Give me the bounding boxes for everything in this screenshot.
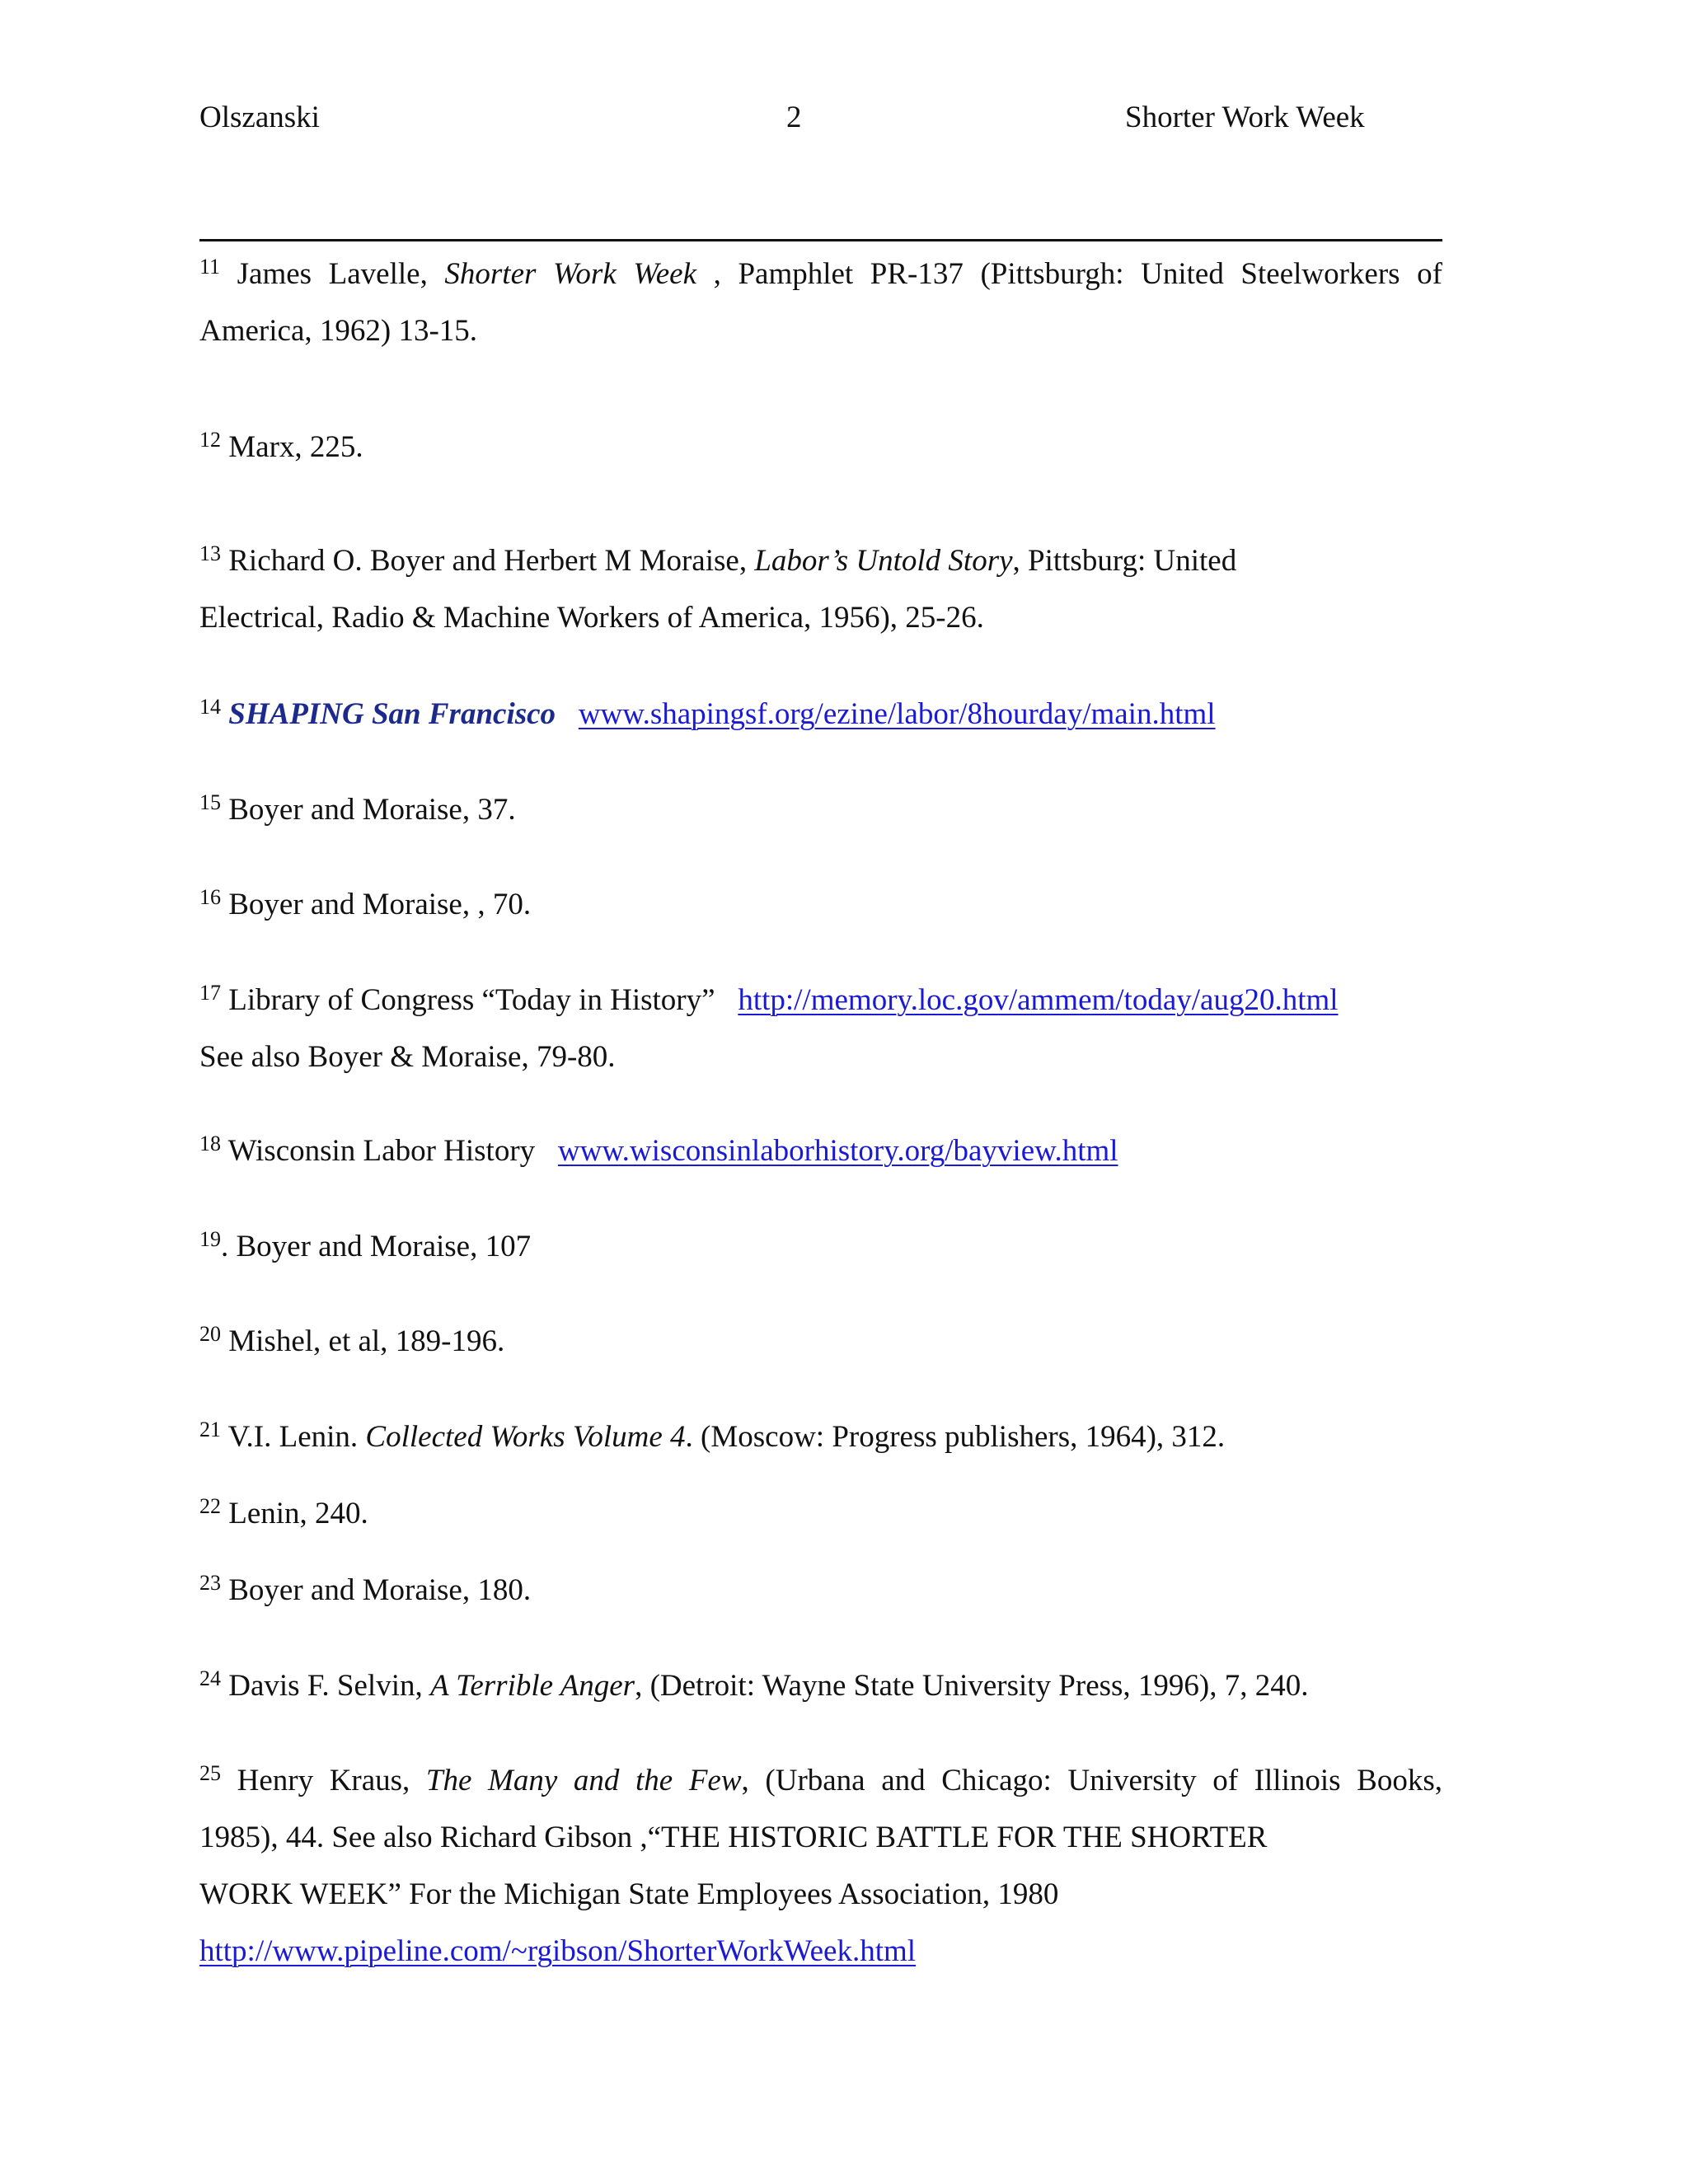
footnote-italic-title: Collected Works Volume 4 <box>365 1420 686 1454</box>
footnote-11 <box>199 246 1442 359</box>
footnote-link[interactable]: www.wisconsinlaborhistory.org/bayview.html <box>557 1134 1118 1168</box>
footnote-24 <box>199 1657 1442 1714</box>
footnote-text: Boyer and Moraise, , 70. <box>221 888 532 921</box>
footnote-number: 12 <box>199 428 221 452</box>
footnote-15 <box>199 781 1442 838</box>
footnote-text: Richard O. Boyer and Herbert M Moraise, <box>221 544 755 578</box>
footnote-text: James Lavelle, <box>220 257 445 291</box>
footnote-number: 19 <box>199 1227 221 1251</box>
footnote-separator-rule <box>199 239 1442 241</box>
footnote-number: 24 <box>199 1666 221 1690</box>
footnote-number: 15 <box>199 790 221 814</box>
footnote-text: Wisconsin Labor History <box>221 1134 543 1168</box>
footnote-25 <box>199 1752 1442 1980</box>
footnote-12 <box>199 419 1442 476</box>
footnote-13 <box>199 532 1442 646</box>
footnote-text: , (Urbana and Chicago: University of Illinois Books, <box>741 1764 1442 1797</box>
footnote-number: 17 <box>199 981 221 1005</box>
footnote-text: Library of Congress “Today in History” <box>221 983 723 1017</box>
footnote-11-line-1 <box>199 246 1442 302</box>
footnote-25-line-3: WORK WEEK” For the Michigan State Employees Association, 1980 <box>199 1877 1059 1911</box>
footnote-number: 21 <box>199 1418 221 1441</box>
footnote-16 <box>199 876 1442 933</box>
footnote-number: 20 <box>199 1322 221 1346</box>
footnote-link[interactable]: http://www.pipeline.com/~rgibson/ShorterWorkWeek.html <box>199 1934 917 1968</box>
footnote-text: Mishel, et al, 189-196. <box>221 1324 505 1358</box>
footnote-link[interactable]: http://memory.loc.gov/ammem/today/aug20.html <box>738 983 1339 1017</box>
footnote-number: 23 <box>199 1571 221 1595</box>
footnote-number: 11 <box>199 255 221 279</box>
footnote-text: Lenin, 240. <box>221 1497 368 1530</box>
footnote-11-line-2: America, 1962) 13-15. <box>199 314 478 348</box>
footnote-text: . Boyer and Moraise, 107 <box>221 1230 532 1263</box>
footnote-text: Davis F. Selvin, <box>221 1669 430 1703</box>
footnote-14 <box>199 686 1442 743</box>
footnote-italic-title: Labor’s Untold Story <box>754 544 1013 578</box>
footnote-22 <box>199 1485 1442 1542</box>
footnote-17 <box>199 972 1442 1085</box>
footnote-link[interactable]: www.shapingsf.org/ezine/labor/8hourday/main.html <box>578 697 1216 731</box>
footnote-number: 16 <box>199 885 221 909</box>
footnote-text: Henry Kraus, <box>221 1764 426 1797</box>
footnote-text: Marx, 225. <box>221 430 363 464</box>
header-page-number: 2 <box>786 101 802 134</box>
footnote-italic-title: A Terrible Anger <box>430 1669 635 1703</box>
footnote-text: , Pamphlet PR-137 (Pittsburgh: United Steelworkers of <box>696 257 1442 291</box>
footnote-23 <box>199 1562 1442 1619</box>
footnote-text: , Pittsburg: United <box>1012 544 1237 578</box>
header-running-title: Shorter Work Week <box>1125 101 1365 134</box>
footnote-number: 14 <box>199 695 221 719</box>
footnote-brand-title: SHAPING San Francisco <box>228 697 556 731</box>
footnote-number: 18 <box>199 1132 221 1155</box>
footnote-21 <box>199 1408 1442 1465</box>
footnote-text: Boyer and Moraise, 37. <box>221 793 516 827</box>
footnote-25-line-1 <box>199 1752 1442 1809</box>
footnote-19 <box>199 1218 1442 1275</box>
footnote-italic-title: The Many and the Few <box>425 1764 742 1797</box>
header-author: Olszanski <box>199 101 320 134</box>
footnote-25-line-2: 1985), 44. See also Richard Gibson ,“THE HISTORIC BATTLE FOR THE SHORTER <box>199 1821 1268 1854</box>
footnote-italic-title: Shorter Work Week <box>444 257 697 291</box>
footnote-text: , (Detroit: Wayne State University Press, 1996), 7, 240. <box>635 1669 1309 1703</box>
footnote-17-line-2: See also Boyer & Moraise, 79-80. <box>199 1040 616 1074</box>
footnote-text: Boyer and Moraise, 180. <box>221 1573 532 1607</box>
footnote-text: . (Moscow: Progress publishers, 1964), 312. <box>685 1420 1226 1454</box>
footnote-20 <box>199 1313 1442 1370</box>
footnote-text: V.I. Lenin. <box>221 1420 366 1454</box>
footnote-number: 25 <box>199 1761 221 1785</box>
footnote-number: 22 <box>199 1494 221 1518</box>
footnote-number: 13 <box>199 541 221 565</box>
footnote-13-line-2: Electrical, Radio & Machine Workers of America, 1956), 25-26. <box>199 601 984 635</box>
footnote-18 <box>199 1122 1442 1179</box>
